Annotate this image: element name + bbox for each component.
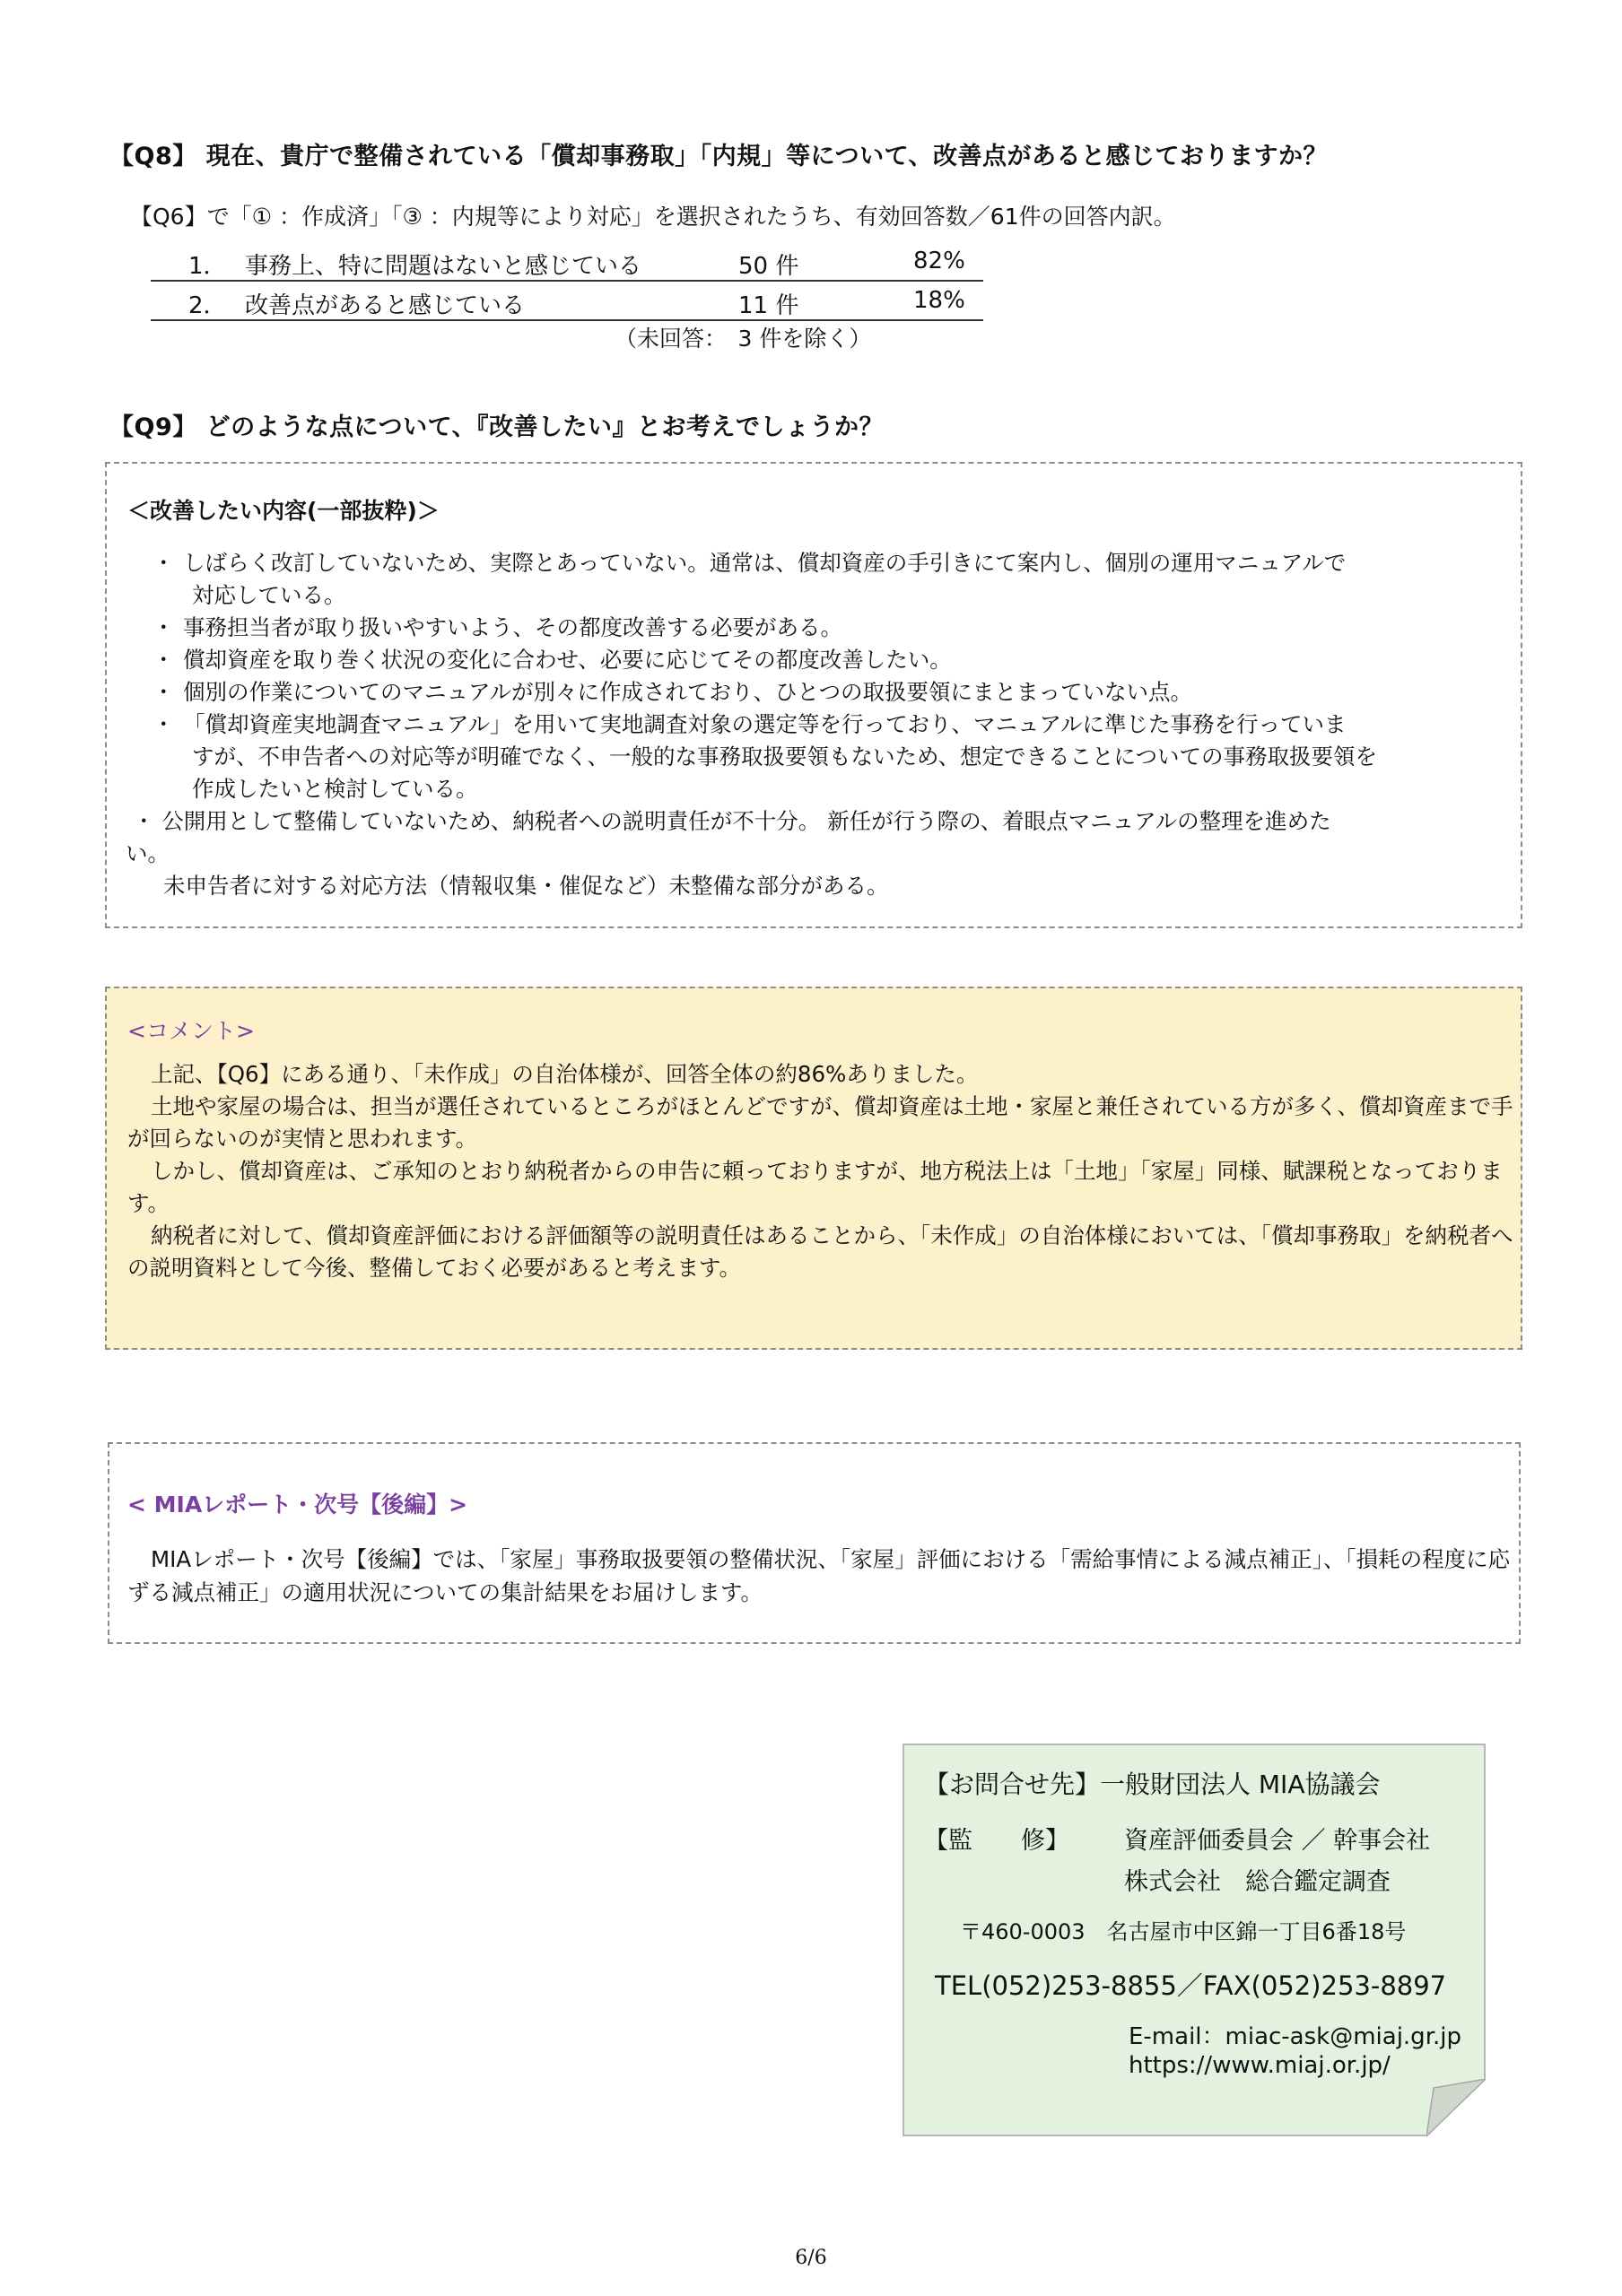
mia-report-title: < MIAレポート・次号【後編】> xyxy=(127,1492,468,1518)
page-curl-icon xyxy=(1426,2079,1486,2136)
row-count: 11 件 xyxy=(738,292,799,319)
item-line: 個別の作業についてのマニュアルが別々に作成されており、ひとつの取扱要領にまとまっていない点。 xyxy=(183,679,1193,705)
contact-inquiry: 【お問合せ先】一般財団法人 MIA協議会 xyxy=(924,1770,1381,1799)
q8-note: （未回答： 3 件を除く） xyxy=(615,326,872,352)
row-label: 改善点があると感じている xyxy=(245,292,526,319)
improvements-title: ＜改善したい内容(一部抜粋)＞ xyxy=(127,498,440,524)
bullet-icon: ・ xyxy=(153,647,175,673)
comment-paragraph: 土地や家屋の場合は、担当が選任されているところがほとんどですが、償却資産は土地・家屋と兼任されている方が多く、償却資産まで手が回らないのが実情と思われます。 xyxy=(127,1093,1513,1152)
contact-tel-fax: TEL(052)253-8855／FAX(052)253-8897 xyxy=(935,1970,1447,2001)
page-number: 6/6 xyxy=(795,2247,827,2269)
comment-paragraph: しかし、償却資産は、ご承知のとおり納税者からの申告に頼っておりますが、地方税法上は「土地」「家屋」同様、賦課税となっております。 xyxy=(127,1158,1503,1216)
list-item xyxy=(153,547,1516,612)
q8-row-2 xyxy=(151,283,983,321)
bullet-icon: ・ xyxy=(153,711,175,737)
contact-address: 〒460-0003 名古屋市中区錦一丁目6番18号 xyxy=(960,1919,1407,1944)
q8-row-1 xyxy=(151,244,983,282)
comment-paragraph: 上記、【Q6】にある通り、「未作成」の自治体様が、回答全体の約86%ありました。 xyxy=(151,1061,979,1087)
supervision-line-1: 資産評価委員会 ／ 幹事会社 xyxy=(1124,1827,1431,1855)
contact-email: E-mail：miac-ask@miaj.gr.jp xyxy=(1129,2023,1461,2050)
item-line: 未申告者に対する対応方法（情報収集・催促など）未整備な部分がある。 xyxy=(163,873,889,899)
list-item xyxy=(153,709,1516,805)
q9-heading: 【Q9】 どのような点について、『改善したい』とお考えでしょうか？ xyxy=(109,413,885,441)
item-line: 対応している。 xyxy=(192,582,346,608)
row-label: 事務上、特に問題はないと感じている xyxy=(245,253,642,280)
item-line: しばらく改訂していないため、実際とあっていない。通常は、償却資産の手引きにて案内し、個別の運用マニュアルで xyxy=(183,550,1347,576)
improvements-list xyxy=(126,547,1516,902)
q8-heading: 【Q8】 現在、貴庁で整備されている「償却事務取」「内規」等について、改善点があると感じておりますか？ xyxy=(109,143,1329,170)
mia-report-body xyxy=(127,1543,1513,1609)
row-count: 50 件 xyxy=(738,253,799,280)
row-percent: 18% xyxy=(913,287,965,314)
comment-title: <コメント> xyxy=(127,1018,255,1044)
list-item xyxy=(153,676,1516,709)
bullet-icon: ・ xyxy=(153,679,175,705)
row-number: 2． xyxy=(188,292,227,319)
supervision-label: 【監 修】 xyxy=(924,1827,1069,1855)
item-line: い。 xyxy=(126,840,170,866)
supervision-line-2: 株式会社 総合鑑定調査 xyxy=(1124,1868,1391,1896)
row-number: 1． xyxy=(188,253,227,280)
mia-report-paragraph: MIAレポート・次号【後編】では、「家屋」事務取扱要領の整備状況、「家屋」評価における「需給事情による減点補正」、「損耗の程度に応ずる減点補正」の適用状況についての集計結果をお届けします。 xyxy=(127,1546,1511,1605)
bullet-icon: ・ xyxy=(153,614,175,640)
q8-intro: 【Q6】で「① ：作成済」「③ ：内規等により対応」を選択されたうち、有効回答数／61件の回答内訳。 xyxy=(130,204,1176,230)
item-line: 事務担当者が取り扱いやすいよう、その都度改善する必要がある。 xyxy=(183,614,842,640)
contact-card xyxy=(903,1744,1486,2136)
list-item xyxy=(153,644,1516,676)
item-line: 「償却資産実地調査マニュアル」を用いて実地調査対象の選定等を行っており、マニュアルに準じた事務を行っていま xyxy=(183,711,1347,737)
item-line: 作成したいと検討している。 xyxy=(192,776,478,802)
bullet-icon: ・ xyxy=(153,550,175,576)
item-line: すが、不申告者への対応等が明確でなく、一般的な事務取扱要領もないため、想定できることについての事務取扱要領を xyxy=(192,744,1378,770)
row-percent: 82% xyxy=(913,248,965,274)
contact-url: https://www.miaj.or.jp/ xyxy=(1129,2052,1391,2079)
item-line: ・ 公開用として整備していないため、納税者への説明責任が不十分。 新任が行う際の、着眼点マニュアルの整理を進めた xyxy=(133,808,1331,834)
list-item xyxy=(153,612,1516,644)
list-item xyxy=(126,805,1516,902)
comment-paragraph: 納税者に対して、償却資産評価における評価額等の説明責任はあることから、「未作成」の自治体様においては、「償却事務取」を納税者への説明資料として今後、整備しておく必要があると考えます。 xyxy=(127,1222,1513,1281)
comment-body xyxy=(127,1058,1513,1284)
item-line: 償却資産を取り巻く状況の変化に合わせ、必要に応じてその都度改善したい。 xyxy=(183,647,952,673)
